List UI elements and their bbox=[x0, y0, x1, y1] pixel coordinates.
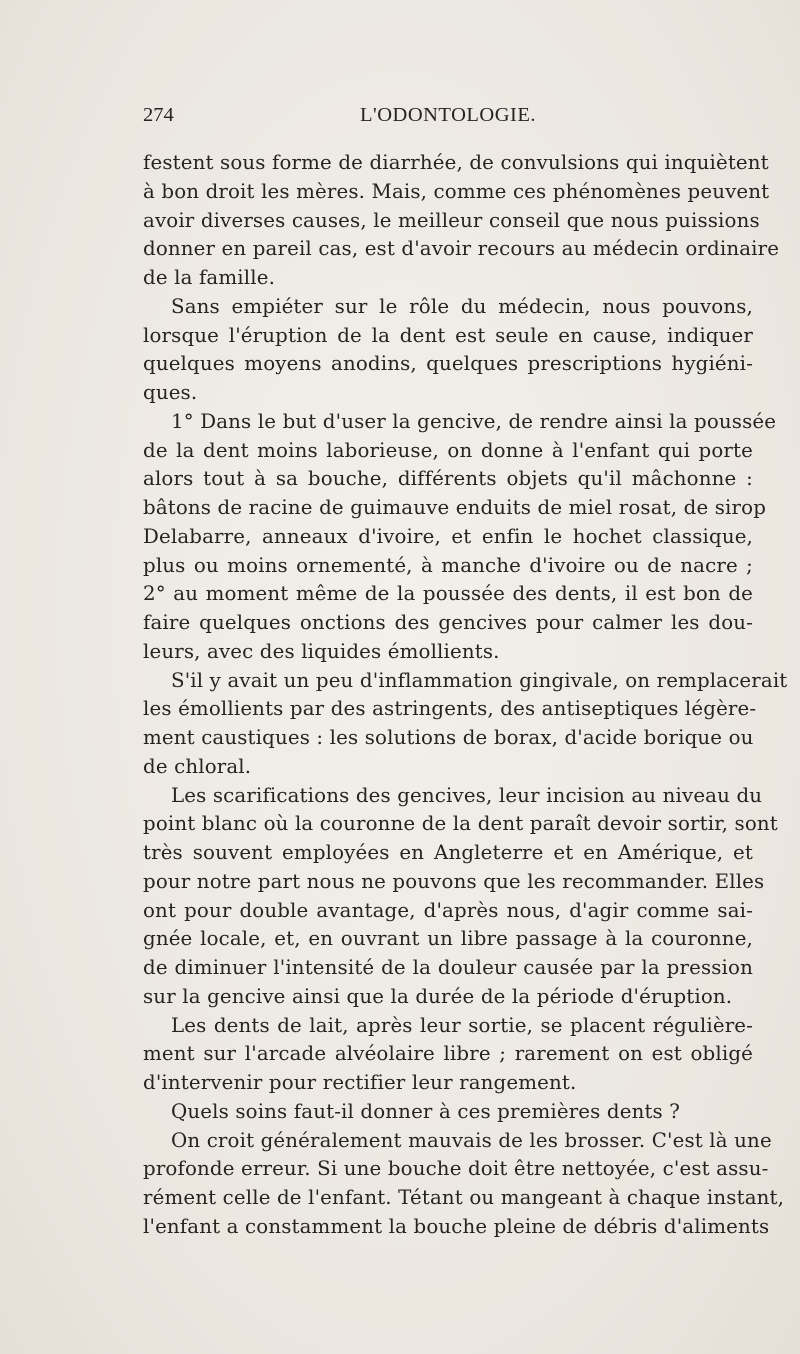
text-line: point blanc où la couronne de la dent paraît devoir sortir, sont bbox=[143, 812, 778, 836]
text-line: faire quelques onctions des gencives pour calmer les dou- bbox=[143, 611, 753, 634]
text-line: de diminuer l'intensité de la douleur causée par la pression bbox=[143, 956, 753, 979]
text-line: bâtons de racine de guimauve enduits de miel rosat, de sirop bbox=[143, 496, 767, 519]
text-line: 2° au moment même de la poussée des dents, il est bon de bbox=[143, 582, 753, 606]
text-line: festent sous forme de diarrhée, de convulsions qui inquiètent bbox=[143, 151, 769, 174]
text-line: d'intervenir pour rectifier leur rangement. bbox=[143, 1071, 577, 1094]
text-line: Quels soins faut-il donner à ces premières dents ? bbox=[171, 1099, 681, 1123]
text-line: avoir diverses causes, le meilleur conseil que nous puissions bbox=[143, 208, 760, 232]
text-line: Delabarre, anneaux d'ivoire, et enfin le hochet classique, bbox=[143, 524, 753, 548]
body-text bbox=[143, 149, 788, 1242]
text-line: lorsque l'éruption de la dent est seule en cause, indiquer bbox=[143, 323, 753, 347]
text-line: profonde erreur. Si une bouche doit être nettoyée, c'est assu- bbox=[143, 1157, 769, 1181]
text-line: sur la gencive ainsi que la durée de la période d'éruption. bbox=[143, 984, 733, 1008]
text-line: ques. bbox=[143, 381, 198, 404]
text-line: plus ou moins ornementé, à manche d'ivoire ou de nacre ; bbox=[143, 553, 753, 577]
text-line: de la dent moins laborieuse, on donne à l'enfant qui porte bbox=[143, 438, 753, 462]
text-line: S'il y avait un peu d'inflammation gingivale, on remplacerait bbox=[171, 668, 788, 692]
running-title: L'ODONTOLOGIE. bbox=[360, 104, 536, 126]
text-line: l'enfant a constamment la bouche pleine de débris d'aliments bbox=[143, 1214, 770, 1238]
text-line: donner en pareil cas, est d'avoir recours au médecin ordinaire bbox=[143, 237, 780, 261]
text-line: On croit généralement mauvais de les brosser. C'est là une bbox=[171, 1128, 772, 1152]
text-line: de la famille. bbox=[143, 266, 276, 289]
page-header bbox=[143, 104, 753, 134]
text-line: leurs, avec des liquides émollients. bbox=[143, 639, 500, 663]
text-line: alors tout à sa bouche, différents objets qu'il mâchonne : bbox=[143, 467, 753, 491]
text-line: 1° Dans le but d'user la gencive, de rendre ainsi la poussée bbox=[171, 409, 777, 433]
text-line: ont pour double avantage, d'après nous, d'agir comme sai- bbox=[143, 898, 753, 922]
text-line: pour notre part nous ne pouvons que les recommander. Elles bbox=[143, 869, 765, 893]
text-line: de chloral. bbox=[143, 754, 252, 778]
page-number: 274 bbox=[143, 104, 174, 126]
text-line: ment sur l'arcade alvéolaire libre ; rarement on est obligé bbox=[143, 1042, 753, 1066]
text-line: Les dents de lait, après leur sortie, se placent régulière- bbox=[171, 1013, 753, 1037]
text-line: quelques moyens anodins, quelques prescriptions hygiéni- bbox=[143, 352, 753, 376]
text-line: rément celle de l'enfant. Tétant ou mangeant à chaque instant, bbox=[143, 1186, 785, 1209]
text-line: Sans empiéter sur le rôle du médecin, nous pouvons, bbox=[171, 294, 753, 318]
text-line: ment caustiques : les solutions de borax, d'acide borique ou bbox=[143, 726, 754, 749]
text-line: à bon droit les mères. Mais, comme ces phénomènes peuvent bbox=[143, 179, 770, 203]
text-line: très souvent employées en Angleterre et en Amérique, et bbox=[143, 841, 753, 864]
text-line: Les scarifications des gencives, leur incision au niveau du bbox=[171, 783, 763, 807]
text-line: les émollients par des astringents, des antiseptiques légère- bbox=[143, 697, 757, 721]
text-line: gnée locale, et, en ouvrant un libre passage à la couronne, bbox=[143, 927, 753, 951]
